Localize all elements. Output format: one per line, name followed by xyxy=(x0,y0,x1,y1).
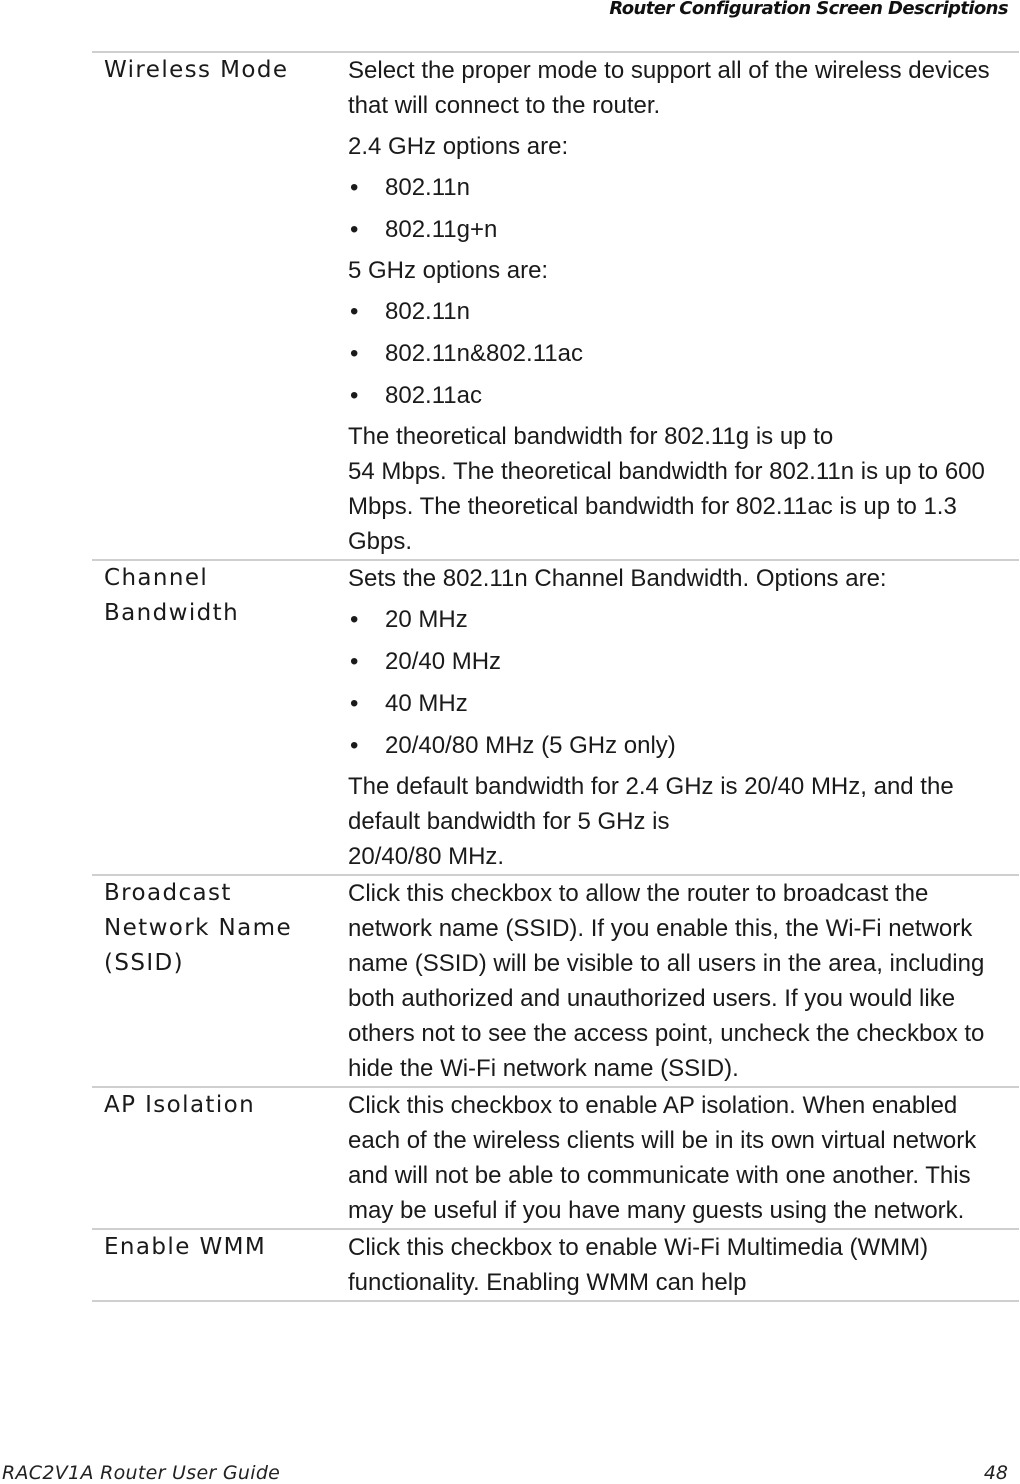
footer-doc-title: RAC2V1A Router User Guide xyxy=(2,1462,281,1484)
table-row xyxy=(92,559,1019,874)
bullet-icon: • xyxy=(350,732,359,759)
description-paragraph: Click this checkbox to enable Wi-Fi Multimedia (WMM) functionality. Enabling WMM can help xyxy=(348,1234,929,1296)
setting-description xyxy=(348,53,1019,559)
table-row xyxy=(92,51,1019,559)
footer-page-number: 48 xyxy=(983,1462,1008,1484)
list-item-text: 802.11n xyxy=(385,298,470,325)
options-list xyxy=(348,602,1015,763)
list-item xyxy=(348,212,1015,247)
setting-name: AP Isolation xyxy=(104,1092,256,1118)
description-paragraph: Select the proper mode to support all of the wireless devices that will connect to the router. xyxy=(348,57,990,119)
setting-name: Channel Bandwidth xyxy=(104,565,240,626)
list-item xyxy=(348,170,1015,205)
bullet-icon: • xyxy=(350,382,359,409)
table-row xyxy=(92,1086,1019,1228)
setting-name: Wireless Mode xyxy=(104,57,289,83)
list-item xyxy=(348,378,1015,413)
list-item-text: 20 MHz xyxy=(385,606,468,633)
bullet-icon: • xyxy=(350,174,359,201)
description-table xyxy=(92,51,1019,1302)
list-item xyxy=(348,728,1015,763)
setting-name: Broadcast Network Name (SSID) xyxy=(104,880,292,976)
page-header: Router Configuration Screen Descriptions xyxy=(609,0,1008,19)
bullet-icon: • xyxy=(350,340,359,367)
list-item-text: 20/40 MHz xyxy=(385,648,502,675)
list-item-text: 40 MHz xyxy=(385,690,468,717)
list-item-text: 802.11n xyxy=(385,174,470,201)
setting-name: Enable WMM xyxy=(104,1234,267,1260)
bullet-icon: • xyxy=(350,298,359,325)
list-item xyxy=(348,686,1015,721)
bullet-icon: • xyxy=(350,606,359,633)
description-paragraph: 5 GHz options are: xyxy=(348,257,549,284)
bullet-icon: • xyxy=(350,690,359,717)
list-item xyxy=(348,294,1015,329)
options-list xyxy=(348,170,1015,247)
setting-description xyxy=(348,561,1019,874)
description-paragraph: 2.4 GHz options are: xyxy=(348,133,569,160)
setting-description xyxy=(348,1088,1019,1228)
description-paragraph: The theoretical bandwidth for 802.11g is up to 54 Mbps. The theoretical bandwidth for 802.11n is up to 600 Mbps. The theoretical bandwidth for 802.11ac is up to 1.3 Gbps. xyxy=(348,423,985,555)
description-paragraph: Click this checkbox to allow the router to broadcast the network name (SSID). If you enable this, the Wi-Fi network name (SSID) will be visible to all users in the area, including both authorized and unauthorized users. If you would like others not to see the access point, uncheck the checkbox to hide the Wi-Fi network name (SSID). xyxy=(348,880,985,1082)
bullet-icon: • xyxy=(350,216,359,243)
table-row xyxy=(92,1228,1019,1302)
setting-description xyxy=(348,876,1019,1086)
list-item-text: 802.11n&802.11ac xyxy=(385,340,583,367)
list-item-text: 20/40/80 MHz (5 GHz only) xyxy=(385,732,676,759)
bullet-icon: • xyxy=(350,648,359,675)
table-row xyxy=(92,874,1019,1086)
setting-description xyxy=(348,1230,1019,1300)
description-paragraph: Click this checkbox to enable AP isolation. When enabled each of the wireless clients will be in its own virtual network and will not be able to communicate with one another. This may be useful if you have many guests using the network. xyxy=(348,1092,977,1224)
description-paragraph: The default bandwidth for 2.4 GHz is 20/40 MHz, and the default bandwidth for 5 GHz is 20/40/80 MHz. xyxy=(348,773,954,870)
description-paragraph: Sets the 802.11n Channel Bandwidth. Options are: xyxy=(348,565,887,592)
list-item xyxy=(348,602,1015,637)
list-item-text: 802.11ac xyxy=(385,382,482,409)
list-item xyxy=(348,336,1015,371)
list-item xyxy=(348,644,1015,679)
list-item-text: 802.11g+n xyxy=(385,216,498,243)
options-list xyxy=(348,294,1015,413)
